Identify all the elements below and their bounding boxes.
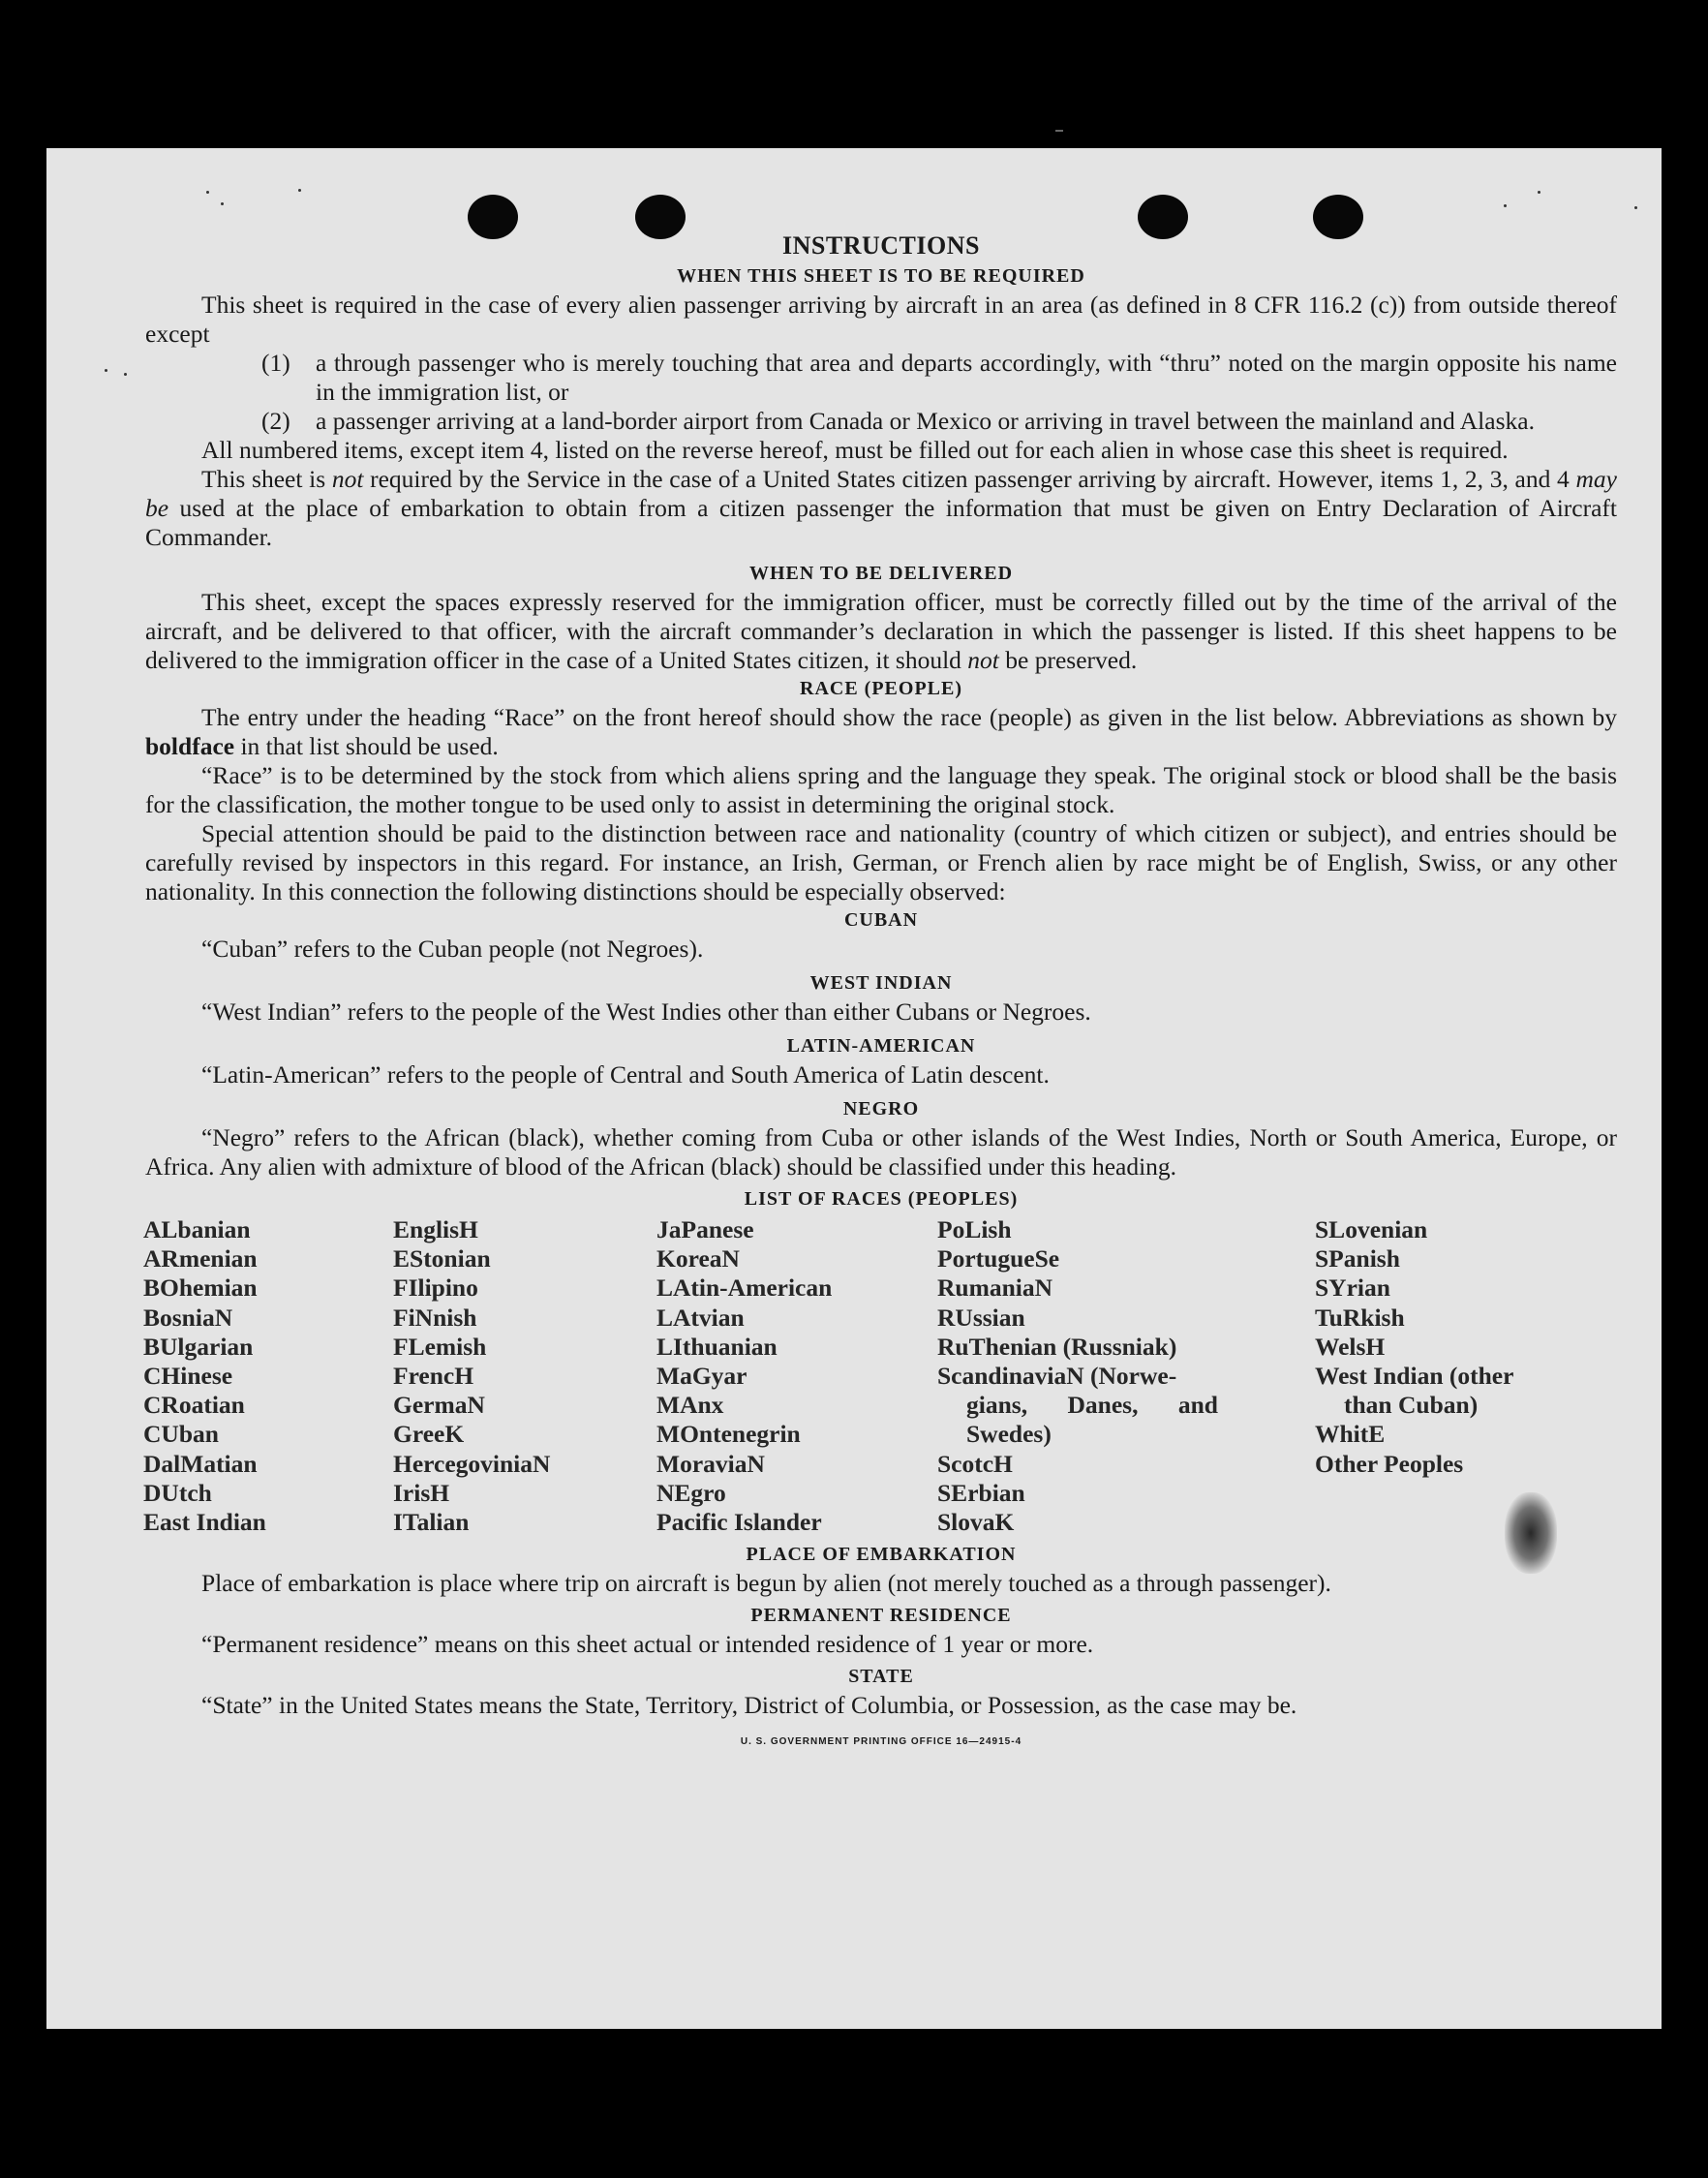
- item-text: a passenger arriving at a land-border airport from Canada or Mexico or arriving in travel between the mainland and Alaska.: [316, 407, 1535, 435]
- heading-when-delivered: WHEN TO BE DELIVERED: [748, 563, 1014, 584]
- heading-place-of-embarkation: PLACE OF EMBARKATION: [746, 1544, 1017, 1566]
- races-column-4-bottom: [937, 1450, 1315, 1538]
- race-entry: BosniaN: [143, 1303, 233, 1332]
- exception-item-1: [145, 349, 1617, 407]
- when-required-intro: This sheet is required in the case of every alien passenger arriving by aircraft in an area (as defined in 8 CFR 116.2 (c)) from outside thereof except: [145, 291, 1617, 348]
- race-entry: MOntenegrin: [656, 1420, 801, 1449]
- race-entry: SPanish: [1315, 1244, 1400, 1273]
- heading-race: RACE (PEOPLE): [800, 678, 962, 699]
- race-entry: SLovenian: [1315, 1215, 1428, 1243]
- scan-speck: [298, 189, 301, 192]
- latin-american-text: “Latin-American” refers to the people of Central and South America of Latin descent.: [201, 1060, 1050, 1089]
- race-entry: MAnx: [656, 1391, 724, 1420]
- races-column-2: [393, 1215, 656, 1537]
- race-entry: SYrian: [1315, 1273, 1390, 1303]
- race-entry: GermaN: [393, 1391, 485, 1420]
- race-entry: DalMatian: [143, 1449, 258, 1478]
- race-entry: WelsH: [1315, 1332, 1386, 1361]
- race-entry: TuRkish: [1315, 1303, 1405, 1332]
- race-entry: EStonian: [393, 1244, 491, 1273]
- bold-text: boldface: [145, 732, 235, 760]
- citizen-paragraph: [145, 465, 1617, 552]
- state-text: “State” in the United States means the State, Territory, District of Columbia, or Possession, as the case may be.: [201, 1691, 1297, 1720]
- races-column-4-top: [937, 1215, 1315, 1362]
- italic-text: may be: [145, 465, 1617, 522]
- embarkation-text: Place of embarkation is place where trip on aircraft is begun by alien (not merely touched as a through passenger).: [201, 1569, 1331, 1598]
- scan-mark: [1055, 130, 1063, 132]
- scan-speck: [206, 191, 209, 194]
- race-entry: CHinese: [143, 1362, 233, 1391]
- races-column-5-bottom: [1315, 1420, 1605, 1478]
- race-entry: WhitE: [1315, 1420, 1386, 1449]
- scan-speck: [221, 202, 224, 205]
- text-run: used at the place of embarkation to obtain from a citizen passenger the information that must be given on Entry Declaration of Aircraft Commander.: [145, 494, 1617, 551]
- race-paragraph-1: [145, 703, 1617, 761]
- item-text: a through passenger who is merely touching that area and departs accordingly, with “thru” noted on the margin opposite his name in the immigration list, or: [316, 349, 1617, 406]
- italic-text: not: [967, 646, 999, 674]
- race-entry: PoLish: [937, 1215, 1012, 1243]
- when-delivered-text: [145, 588, 1617, 675]
- exception-item-2: [145, 407, 1617, 436]
- race-entry-continued: than Cuban): [1344, 1391, 1479, 1420]
- race-entry: BUlgarian: [143, 1332, 254, 1361]
- race-entry: ScotcH: [937, 1449, 1013, 1478]
- printing-office-footer: U. S. GOVERNMENT PRINTING OFFICE 16—24915-4: [740, 1736, 1022, 1748]
- text-run: The entry under the heading “Race” on the front hereof should show the race (people) as given in the list below. Abbreviations as shown by: [201, 703, 1617, 731]
- heading-latin-american: LATIN-AMERICAN: [786, 1035, 976, 1057]
- race-entry: SErbian: [937, 1478, 1025, 1507]
- race-entry: SlovaK: [937, 1508, 1015, 1537]
- text-run: be preserved.: [998, 646, 1138, 674]
- races-column-1: [143, 1215, 393, 1537]
- document-sheet: [46, 148, 1662, 2029]
- race-entry: FrencH: [393, 1362, 474, 1391]
- race-entry: FIlipino: [393, 1273, 478, 1303]
- race-entry: FLemish: [393, 1332, 487, 1361]
- race-entry: RUssian: [937, 1303, 1025, 1332]
- race-entry: Other Peoples: [1315, 1449, 1464, 1478]
- race-entry: DUtch: [143, 1478, 212, 1507]
- race-entry: IrisH: [393, 1478, 450, 1507]
- race-entry: LIthuanian: [656, 1332, 778, 1361]
- races-column-5-top: [1315, 1215, 1605, 1362]
- text-run: required by the Service in the case of a United States citizen passenger arriving by aircraft. However, items 1, 2, 3, and 4: [363, 465, 1576, 493]
- instructions-content: [145, 231, 1617, 1757]
- text-run: This sheet is: [201, 465, 332, 493]
- race-entry: HercegoviniaN: [393, 1449, 551, 1478]
- race-entry: GreeK: [393, 1420, 465, 1449]
- italic-text: not: [331, 465, 364, 493]
- race-entry: East Indian: [143, 1508, 266, 1537]
- race-entry-continued: Swedes): [966, 1420, 1052, 1449]
- race-entry: CUban: [143, 1420, 219, 1449]
- race-entry: LAtvian: [656, 1303, 745, 1332]
- race-entry: FiNnish: [393, 1303, 477, 1332]
- race-entry: MoraviaN: [656, 1449, 765, 1478]
- race-entry: JaPanese: [656, 1215, 754, 1243]
- heading-negro: NEGRO: [842, 1098, 920, 1120]
- heading-west-indian: WEST INDIAN: [809, 972, 953, 994]
- race-entry: EnglisH: [393, 1215, 478, 1243]
- race-entry: Pacific Islander: [656, 1508, 822, 1537]
- race-entry: MaGyar: [656, 1362, 747, 1391]
- race-entry-continued: gians, Danes, and: [966, 1391, 1218, 1420]
- race-entry: ARmenian: [143, 1244, 258, 1273]
- race-entry: ScandinaviaN (Norwe-: [937, 1362, 1177, 1391]
- numbered-items-paragraph: All numbered items, except item 4, listed on the reverse hereof, must be filled out for each alien in whose case this sheet is required.: [201, 436, 1509, 464]
- race-entry: ALbanian: [143, 1215, 251, 1243]
- race-entry: PortugueSe: [937, 1244, 1060, 1273]
- race-paragraph-3: Special attention should be paid to the distinction between race and nationality (country of which citizen or subject), and entries should be carefully revised by inspectors in this regard. For instance, an Irish, German, or French alien by race might be of English, Swiss, or any other nationality. In this connection the following distinctions should be especially observed:: [145, 819, 1617, 905]
- race-paragraph-2: “Race” is to be determined by the stock from which aliens spring and the language they speak. The original stock or blood shall be the basis for the classification, the mother tongue to be used only to assist in determining the original stock.: [145, 761, 1617, 818]
- cuban-text: “Cuban” refers to the Cuban people (not Negroes).: [201, 935, 704, 963]
- heading-permanent-residence: PERMANENT RESIDENCE: [750, 1605, 1012, 1627]
- race-entry: BOhemian: [143, 1273, 258, 1303]
- item-number: (1): [261, 349, 290, 377]
- document-title: INSTRUCTIONS: [782, 231, 980, 260]
- races-column-3: [656, 1215, 937, 1537]
- heading-state: STATE: [848, 1666, 914, 1688]
- race-entry: LAtin-American: [656, 1273, 833, 1303]
- race-entry: West Indian (other: [1315, 1362, 1514, 1391]
- race-entry: ITalian: [393, 1508, 470, 1537]
- race-entry: CRoatian: [143, 1391, 245, 1420]
- race-entry: RuThenian (Russniak): [937, 1332, 1177, 1361]
- scan-speck: [1634, 206, 1637, 209]
- race-entry: NEgro: [656, 1478, 726, 1507]
- heading-cuban: CUBAN: [843, 909, 919, 931]
- heading-list-of-races: LIST OF RACES (PEOPLES): [744, 1188, 1019, 1210]
- races-column-4: [937, 1215, 1315, 1537]
- item-number: (2): [261, 407, 290, 435]
- scan-speck: [105, 369, 107, 372]
- races-column-5: [1315, 1215, 1605, 1537]
- text-run: in that list should be used.: [234, 732, 499, 760]
- scan-speck: [1504, 204, 1507, 207]
- scan-speck: [124, 373, 127, 376]
- text-run: This sheet, except the spaces expressly reserved for the immigration officer, must be correctly filled out by the time of the arrival of the aircraft, and be delivered to that officer, with the aircraft commander’s declaration in which the passenger is listed. If this sheet happens to be delivered to the immigration officer in the case of a United States citizen, it should: [145, 588, 1617, 674]
- west-indian-text: “West Indian” refers to the people of the West Indies other than either Cubans or Negroes.: [201, 997, 1091, 1026]
- residence-text: “Permanent residence” means on this sheet actual or intended residence of 1 year or more.: [201, 1630, 1094, 1659]
- scan-speck: [1538, 191, 1540, 194]
- negro-text: “Negro” refers to the African (black), whether coming from Cuba or other islands of the West Indies, North or South America, Europe, or Africa. Any alien with admixture of blood of the African (black) should be classified under this heading.: [145, 1123, 1617, 1181]
- race-entry: RumaniaN: [937, 1273, 1053, 1303]
- race-entry: KoreaN: [656, 1244, 740, 1273]
- heading-when-required: WHEN THIS SHEET IS TO BE REQUIRED: [677, 265, 1085, 287]
- races-list: [143, 1215, 1617, 1537]
